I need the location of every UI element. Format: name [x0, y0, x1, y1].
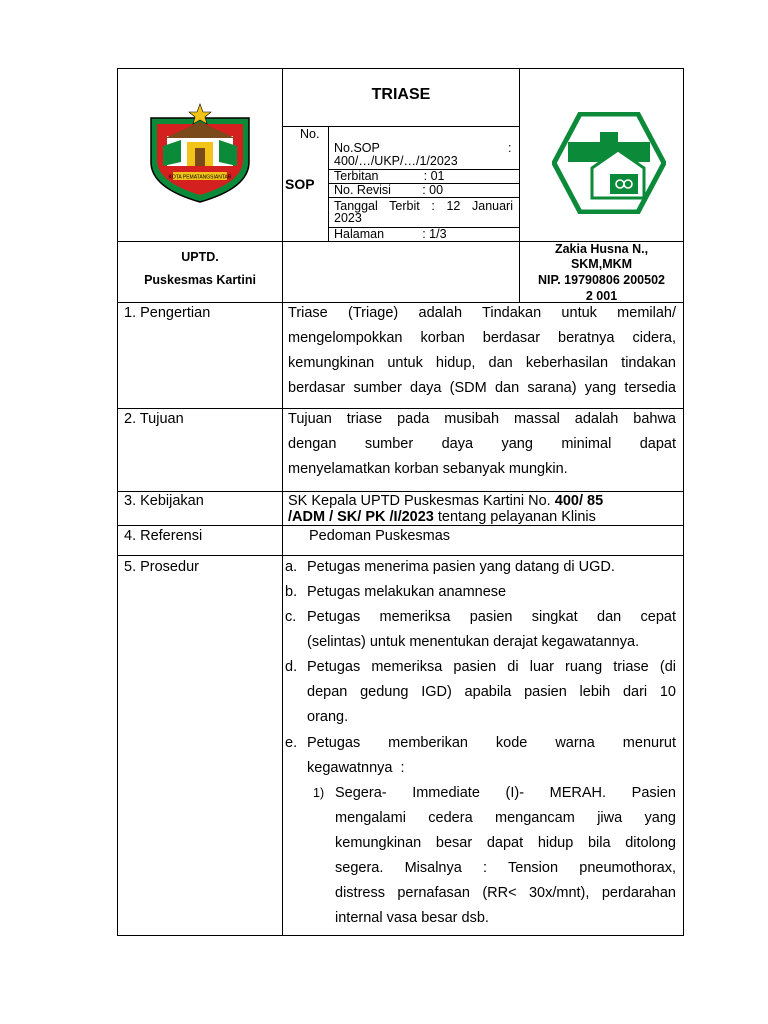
row-divider-2 — [117, 408, 684, 409]
referensi-text: Pedoman Puskesmas — [309, 528, 451, 544]
table-border-top — [117, 68, 684, 69]
pengertian-line: kemungkinan untuk hidup, dan keberhasilan tindakan — [288, 355, 676, 371]
kebijakan-line1 — [288, 493, 603, 509]
prosedur-subline: Segera- Immediate (I)- MERAH. Pasien — [335, 785, 676, 801]
signer-name-line2: SKM,MKM — [570, 257, 633, 271]
signer-nip-line2: 2 001 — [585, 289, 618, 303]
table-border-right — [683, 68, 684, 936]
pengertian-line: Triase (Triage) adalah Tindakan untuk memilah/ — [288, 305, 676, 321]
tujuan-line: Tujuan triase pada musibah massal adalah bahwa — [288, 411, 676, 427]
tanggal-field-line2: 2023 — [334, 211, 362, 225]
section-label-kebijakan: 3. Kebijakan — [124, 493, 204, 509]
prosedur-subline: internal vasa besar dsb. — [335, 910, 489, 926]
kebijakan-number-cont: /ADM / SK/ PK /I/2023 — [288, 509, 434, 525]
prosedur-subline: mengalami cedera mengancam jiwa yang — [335, 810, 676, 826]
no-sop-label: No.SOP — [334, 141, 380, 155]
no-sop-value: 400/…/UKP/…/1/2023 — [334, 154, 458, 168]
prosedur-subline: distress pernafasan (RR< 30x/mnt), perdarahan — [335, 885, 676, 901]
section-label-pengertian: 1. Pengertian — [124, 305, 211, 321]
tujuan-line: dengan sumber daya yang minimal dapat — [288, 436, 676, 452]
kebijakan-line2 — [288, 509, 596, 525]
row-divider-5 — [117, 555, 684, 556]
no-sop-colon: : — [508, 141, 512, 155]
prosedur-marker-c: c. — [285, 609, 297, 625]
prosedur-marker-e: e. — [285, 735, 298, 751]
prosedur-marker-a: a. — [285, 559, 298, 575]
prosedur-line: Petugas melakukan anamnese — [307, 584, 507, 600]
unit-name-line2: Puskesmas Kartini — [144, 273, 256, 287]
section-label-prosedur: 5. Prosedur — [124, 559, 199, 575]
halaman-field: Halaman : 1/3 — [334, 227, 447, 241]
prosedur-line: orang. — [307, 709, 349, 725]
subgrid-left — [328, 126, 329, 242]
puskesmas-logo — [552, 112, 666, 214]
row-divider-3 — [117, 491, 684, 492]
col-divider-1 — [282, 68, 283, 936]
terbitan-field: Terbitan : 01 — [334, 169, 445, 183]
kebijakan-text: SK Kepala UPTD Puskesmas Kartini No. — [288, 493, 551, 509]
unit-name-line1: UPTD. — [181, 250, 219, 264]
no-label: No. — [300, 127, 320, 141]
emblem-ribbon-text: KOTA PEMATANGSIANTAR — [168, 174, 232, 181]
prosedur-line: depan gedung IGD) apabila pasien lebih dari 10 — [307, 684, 676, 700]
prosedur-line: Petugas memberikan kode warna menurut — [307, 735, 676, 751]
prosedur-line: (selintas) untuk menentukan derajat kegawatannya. — [307, 634, 640, 650]
tanggal-field-line1: Tanggal Terbit : 12 Januari — [334, 199, 513, 213]
doc-title: TRIASE — [371, 86, 431, 103]
city-emblem-logo — [143, 102, 257, 206]
pengertian-line: berdasar sumber daya (SDM dan sarana) yang tersedia — [288, 380, 676, 396]
signer-nip-line1: NIP. 19790806 200502 — [538, 273, 665, 287]
sop-label: SOP — [285, 176, 315, 192]
kebijakan-text-cont: tentang pelayanan Klinis — [437, 509, 596, 525]
pengertian-line: mengelompokkan korban berdasar beratnya cidera, — [288, 330, 676, 346]
subgrid-line — [328, 197, 520, 198]
prosedur-marker-d: d. — [285, 659, 298, 675]
section-label-tujuan: 2. Tujuan — [124, 411, 184, 427]
prosedur-line: Petugas menerima pasien yang datang di UGD. — [307, 559, 615, 575]
table-border-bottom — [117, 935, 684, 936]
row-divider-4 — [117, 525, 684, 526]
prosedur-submarker-1: 1) — [313, 786, 325, 800]
revisi-field: No. Revisi : 00 — [334, 183, 444, 197]
tujuan-line: menyelamatkan korban sebanyak mungkin. — [288, 461, 568, 477]
kebijakan-number: 400/ 85 — [554, 493, 604, 509]
section-label-referensi: 4. Referensi — [124, 528, 203, 544]
table-border-left — [117, 68, 118, 936]
prosedur-line: Petugas memeriksa pasien di luar ruang triase (di — [307, 659, 676, 675]
prosedur-subline: kemungkinan besar dapat hidup bila ditolong — [335, 835, 676, 851]
prosedur-subline: segera. Misalnya : Tension pneumothorax, — [335, 860, 676, 876]
prosedur-marker-b: b. — [285, 584, 298, 600]
prosedur-line: Petugas memeriksa pasien singkat dan cepat — [307, 609, 676, 625]
prosedur-line: kegawatnnya : — [307, 760, 405, 776]
signer-name-line1: Zakia Husna N., — [554, 242, 649, 256]
